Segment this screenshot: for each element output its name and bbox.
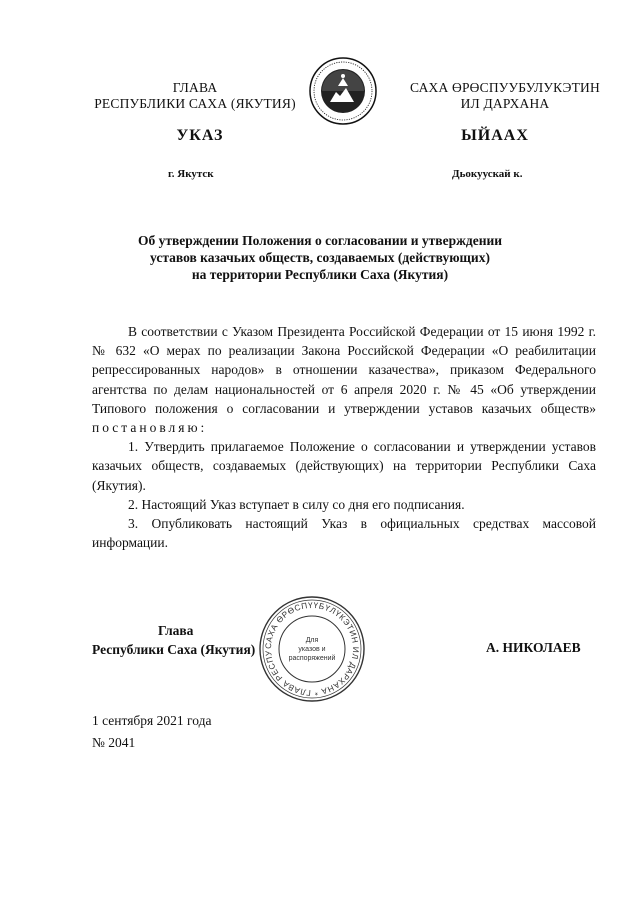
decree-footer	[92, 710, 211, 754]
doc-type-right: ЫЙААХ	[461, 127, 529, 144]
place-left: г. Якутск	[168, 168, 214, 180]
decree-subject	[80, 232, 560, 283]
seal-center-line2: указов и	[298, 646, 326, 653]
body-paragraph-2: 1. Утвердить прилагаемое Положение о согласовании и утверждении уставов казачьих обществ, создаваемых (действующих) на территории Республики Саха (Якутия).	[92, 439, 596, 493]
place-right: Дьокуускай к.	[452, 168, 523, 180]
body-paragraph-1	[92, 322, 596, 437]
header-right-line2: ИЛ ДАРХАНА	[460, 96, 550, 111]
doc-type-left: УКАЗ	[176, 127, 224, 144]
decree-body	[92, 322, 596, 552]
seal-stamp-icon	[258, 595, 366, 703]
decree-number: № 2041	[92, 735, 136, 750]
seal-center-line1: Для	[305, 637, 319, 644]
seal-center-line3: распоряжений	[288, 655, 336, 662]
official-seal	[258, 595, 366, 703]
decree-word: постановляю:	[92, 420, 208, 436]
coat-of-arms-emblem	[308, 56, 378, 126]
header-left	[60, 80, 330, 112]
header-left-line1: ГЛАВА	[172, 80, 218, 95]
subject-line1: Об утверждении Положения о согласовании и утверждении	[137, 233, 503, 248]
header-left-line2: РЕСПУБЛИКИ САХА (ЯКУТИЯ)	[94, 96, 296, 111]
subject-line2: уставов казачьих обществ, создаваемых (действующих)	[150, 250, 490, 265]
signatory-name: А. НИКОЛАЕВ	[486, 640, 581, 655]
subject-line3: на территории Республики Саха (Якутия)	[191, 267, 449, 282]
paragraph-1-text: В соответствии с Указом Президента Российской Федерации от 15 июня 1992 г. № 632 «О мерах по реализации Закона Российской Федерации «О реабилитации репрессированных народов» в отношении казачества», приказом Федерального агентства по делам национальностей от 6 апреля 2020 г. № 45 «Об утверждении Типового положения о согласовании и утверждении уставов казачьих обществ»	[92, 324, 596, 416]
body-paragraph-3: 2. Настоящий Указ вступает в силу со дня его подписания.	[128, 496, 465, 512]
emblem-icon	[308, 56, 378, 126]
seal-ring-text: САХА ӨРӨСПҮҮБҮЛҮКЭТИН ИЛ ДАРХАНА * ГЛАВА РЕСПУ	[263, 600, 361, 698]
decree-date: 1 сентября 2021 года	[92, 713, 212, 728]
header-right-line1: САХА ӨРӨСПУУБУЛУКЭТИН	[410, 80, 600, 95]
signatory-title-line1: Глава	[158, 623, 194, 638]
header-right	[390, 80, 620, 112]
signatory-title-line2: Республики Саха (Якутия)	[92, 642, 256, 657]
body-paragraph-4: 3. Опубликовать настоящий Указ в официальных средствах массовой информации.	[92, 516, 596, 551]
